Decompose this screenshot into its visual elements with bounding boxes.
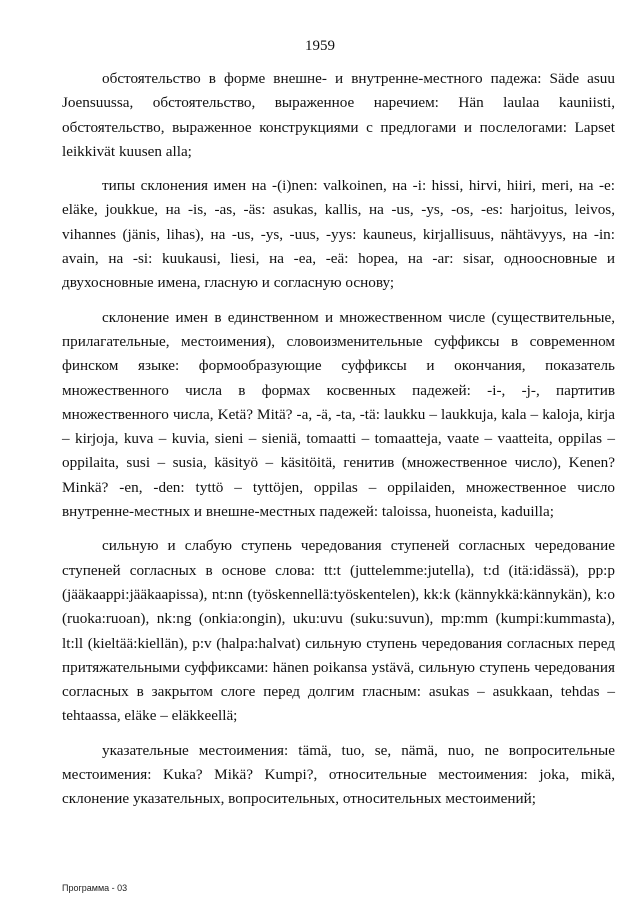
paragraph-consonant-gradation: сильную и слабую ступень чередования ступеней согласных чередование ступеней согласных в основе слова: tt:t (juttelemme:jutella), t:d (itä:idässä), pp:p (jääkaappi:jääkaapissa), nt:nn (työskennellä:työskentelen), kk:k (kännykkä:kännykän), k:o (ruoka:ruoan), nk:ng (onkia:ongin), uku:uvu (suku:suvun), mp:mm (kumpi:kummasta), lt:ll (kieltää:kiellän), p:v (halpa:halvat) сильную ступень чередования согласных перед притяжательными суффиксами: hänen poikansa ystävä, сильную ступень чередования согласных в закрытом слоге перед долгим гласным: asukas – asukkaan, tehdas – tehtaassa, eläke – eläkkeellä; [62, 537, 615, 725]
page-number: 1959 [305, 38, 335, 54]
document-body [62, 67, 615, 822]
paragraph-pronouns: указательные местоимения: tämä, tuo, se, nämä, nuo, ne вопросительные местоимения: Kuka? Mikä? Kumpi?, относительные местоимения: joka, mikä, склонение указательных, вопросительных, относительных местоимений; [62, 741, 615, 808]
paragraph-declension-types: типы склонения имен на -(i)nen: valkoinen, на -i: hissi, hirvi, hiiri, meri, на -e: eläke, joukkue, на -is, -as, -äs: asukas, kallis, на -us, -ys, -os, -es: harjoitus, leivos, vihannes (jänis, lihas), на -us, -ys, -uus, -yys: kauneus, kirjallisuus, nähtävyys, на -in: avain, на -si: kuukausi, liesi, на -ea, -eä: hopea, на -ar: sisar, одноосновные и двухосновные имена, гласную и согласную основу; [62, 177, 615, 292]
footer-label: Программа - 03 [62, 883, 128, 893]
paragraph-plural-declension: склонение имен в единственном и множественном числе (существительные, прилагательные, местоимения), словоизменительные суффиксы в современном финском языке: формообразующие суффиксы и окончания, показатель множественного числа в формах косвенных падежей: -i-, -j-, партитив множественного числа, Ketä? Mitä? -a, -ä, -ta, -tä: laukku – laukkuja, kala – kaloja, kirja – kirjoja, kuva – kuvia, sieni – sieniä, tomaatti – tomaatteja, vaate – vaatteita, oppilas – oppilaita, susi – susia, käsityö – käsitöitä, генитив (множественное число), Kenen? Minkä? -en, -den: tyttö – tyttöjen, oppilas – oppilaiden, множественное число внутренне-местных и внешне-местных падежей: taloissa, huoneista, kaduilla; [62, 308, 615, 521]
paragraph-adverbials: обстоятельство в форме внешне- и внутренне-местного падежа: Säde asuu Joensuussa, обстоятельство, выраженное наречием: Hän laulaa kauniisti, обстоятельство, выраженное конструкциями с предлогами и послелогами: Lapset leikkivät kuusen alla; [62, 70, 615, 160]
